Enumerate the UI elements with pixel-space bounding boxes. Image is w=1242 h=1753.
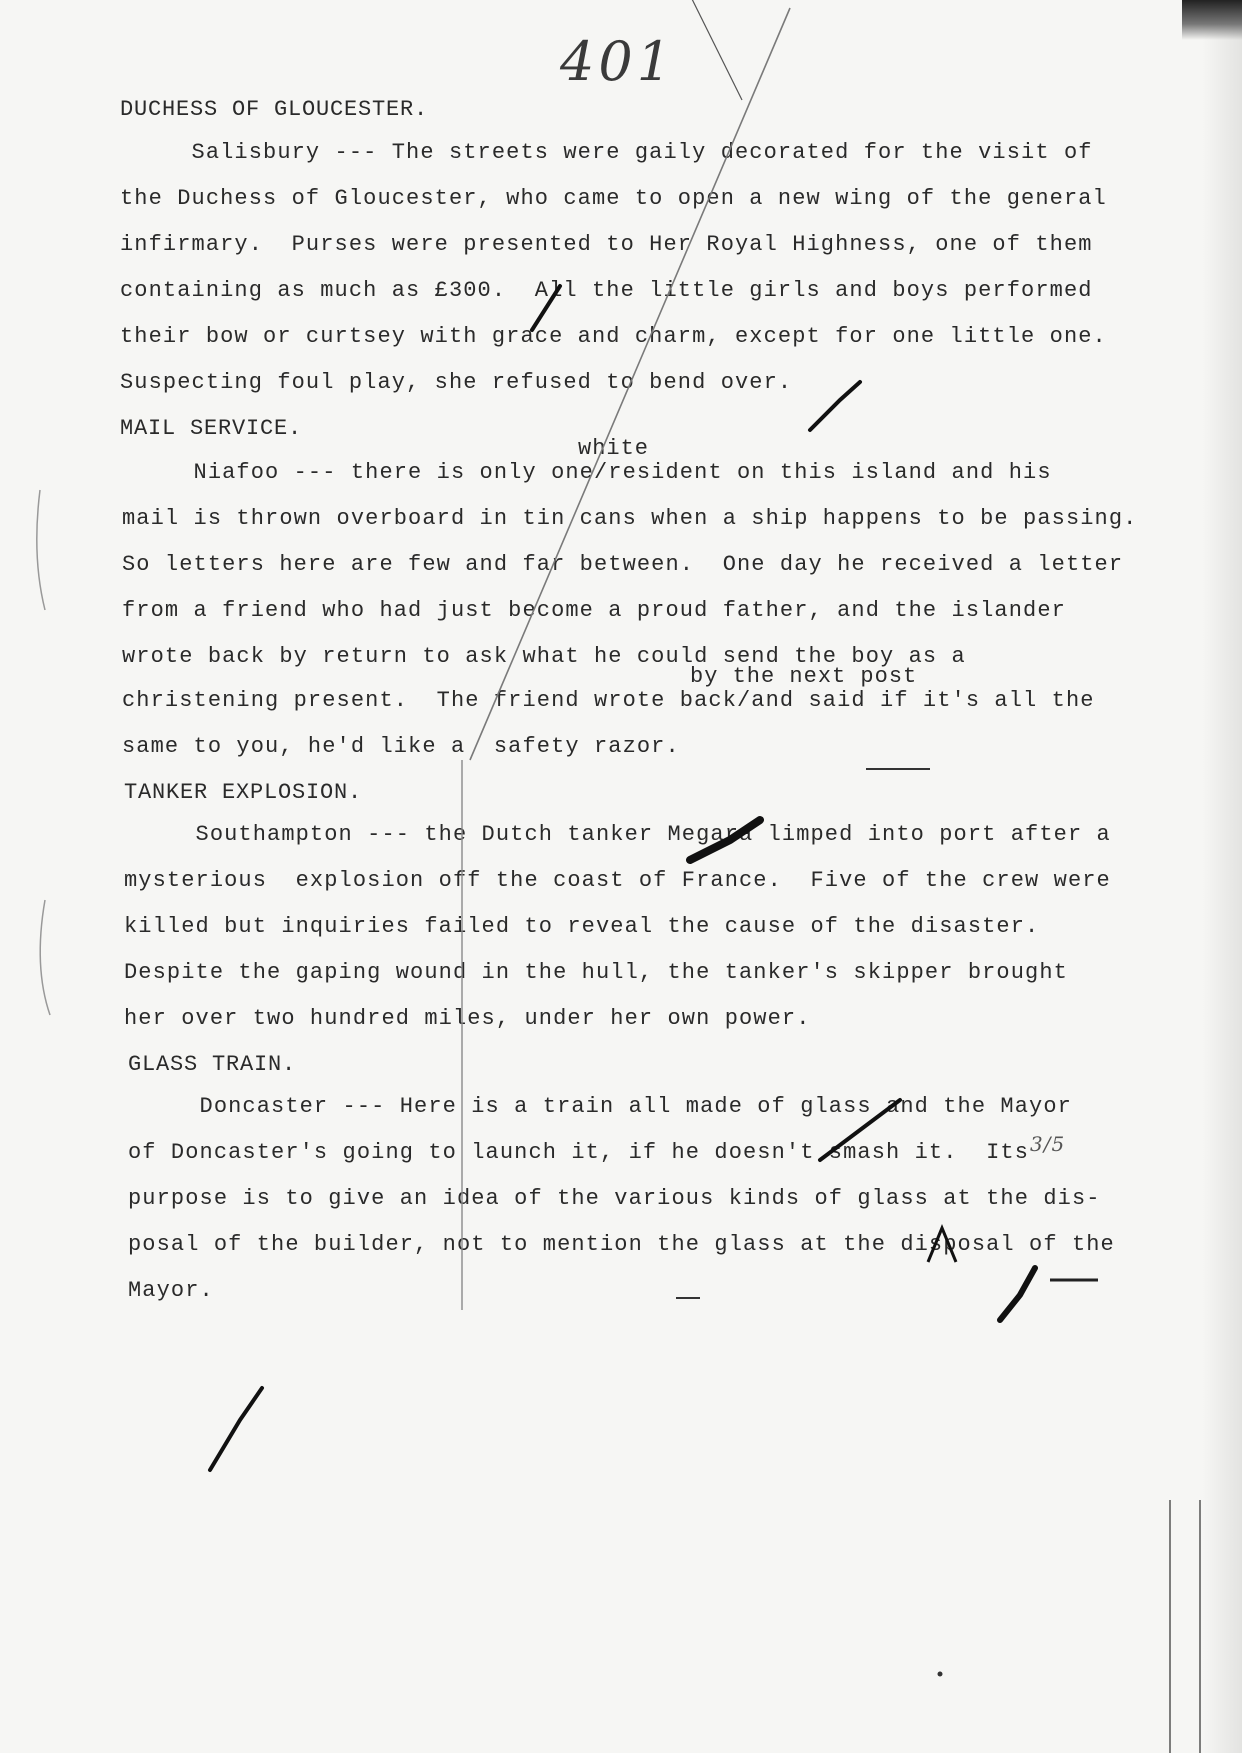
typed-insertion: white [578, 436, 650, 461]
story-line: Suspecting foul play, she refused to bend over. [120, 370, 793, 395]
story-line: Salisbury --- The streets were gaily decorated for the visit of [120, 140, 1093, 165]
ink-check-mark [532, 286, 560, 330]
ink-speck [938, 1672, 943, 1677]
story-line: purpose is to give an idea of the various kinds of glass at the dis- [128, 1186, 1101, 1211]
story-line: Doncaster --- Here is a train all made of glass and the Mayor [128, 1094, 1072, 1119]
story-line: same to you, he'd like a safety razor. [122, 734, 680, 759]
ink-check-mark [810, 382, 860, 430]
folio-number: 401 [560, 30, 676, 93]
margin-note: 3/5 [1030, 1132, 1066, 1156]
story-line: killed but inquiries failed to reveal the cause of the disaster. [124, 914, 1040, 939]
story-line: mysterious explosion off the coast of France. Five of the crew were [124, 868, 1111, 893]
story-line: wrote back by return to ask what he could send the boy as a [122, 644, 966, 669]
typed-insertion: by the next post [690, 664, 918, 689]
story-line: So letters here are few and far between. One day he received a letter [122, 552, 1124, 577]
story-line: Southampton --- the Dutch tanker Megara limped into port after a [124, 822, 1111, 847]
folio-slash [690, 0, 742, 100]
story-line: the Duchess of Gloucester, who came to open a new wing of the general [120, 186, 1107, 211]
story-heading: TANKER EXPLOSION. [124, 780, 363, 805]
story-heading: MAIL SERVICE. [120, 416, 303, 441]
story-line: her over two hundred miles, under her own power. [124, 1006, 811, 1031]
margin-bracket [37, 490, 45, 610]
story-line: posal of the builder, not to mention the glass at the disposal of the [128, 1232, 1115, 1257]
diagonal-pencil-line [470, 8, 790, 760]
story-heading: DUCHESS OF GLOUCESTER. [120, 97, 429, 122]
ink-check-mark [820, 1100, 900, 1160]
insertion-caret [928, 1228, 956, 1262]
story-line: christening present. The friend wrote back/and said if it's all the [122, 688, 1095, 713]
margin-bracket [40, 900, 50, 1015]
ink-check-mark [1000, 1268, 1035, 1320]
story-line: infirmary. Purses were presented to Her Royal Highness, one of them [120, 232, 1093, 257]
story-heading: GLASS TRAIN. [128, 1052, 297, 1077]
ink-check-mark [210, 1388, 262, 1470]
story-line: Despite the gaping wound in the hull, the tanker's skipper brought [124, 960, 1068, 985]
story-line: Niafoo --- there is only one/resident on this island and his [122, 460, 1052, 485]
ink-check-mark [690, 820, 760, 860]
story-line: their bow or curtsey with grace and charm, except for one little one. [120, 324, 1107, 349]
story-line: of Doncaster's going to launch it, if he doesn't smash it. Its [128, 1140, 1030, 1165]
story-line: Mayor. [128, 1278, 214, 1303]
story-line: containing as much as £300. All the little girls and boys performed [120, 278, 1093, 303]
story-line: mail is thrown overboard in tin cans when a ship happens to be passing. [122, 506, 1138, 531]
story-line: from a friend who had just become a proud father, and the islander [122, 598, 1066, 623]
